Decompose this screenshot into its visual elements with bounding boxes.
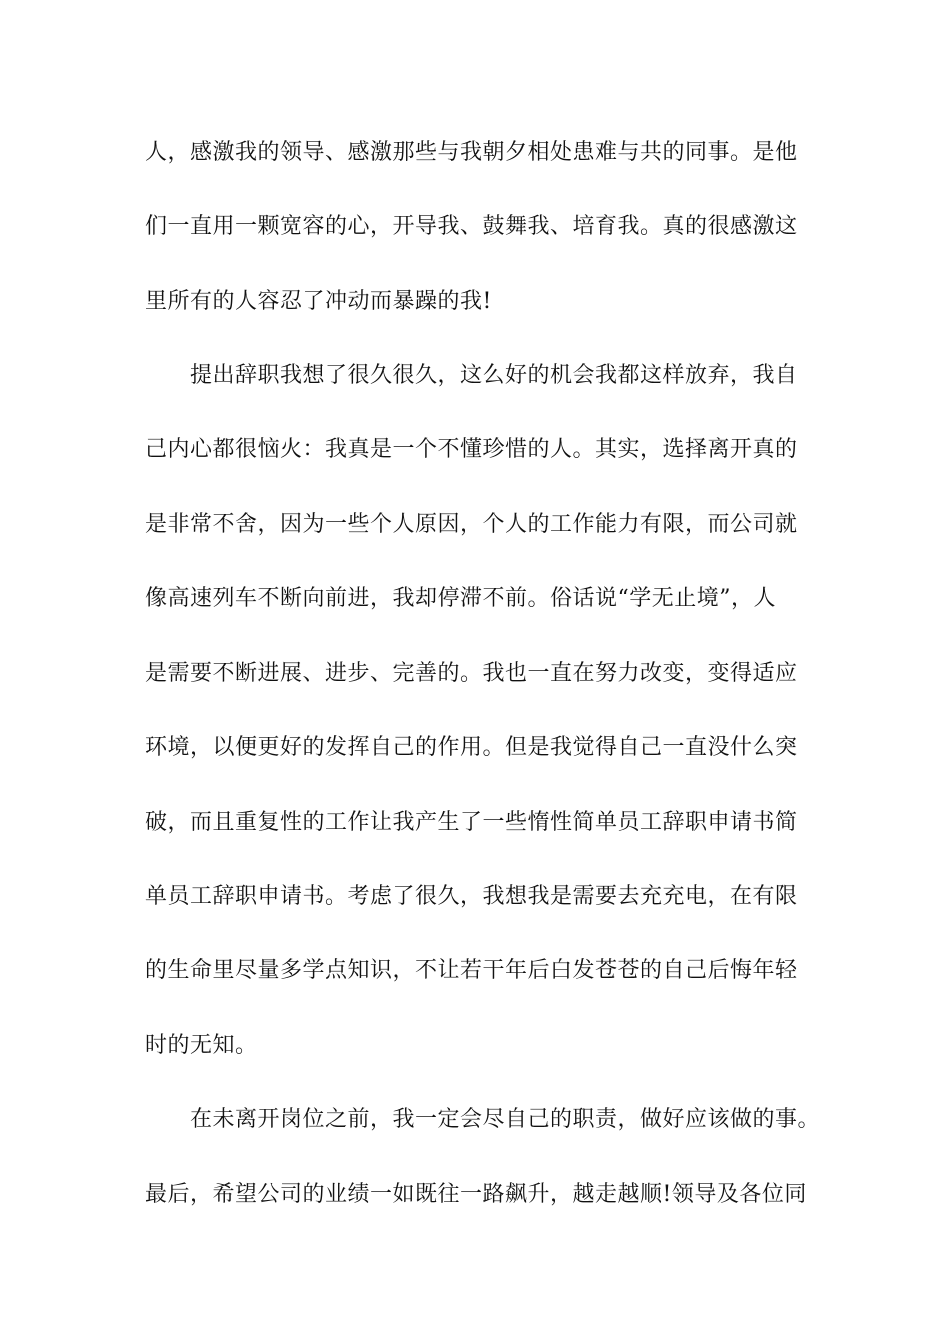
text-line: 是非常不舍，因为一些个人原因，个人的工作能力有限，而公司就 bbox=[145, 512, 798, 537]
text-line: 破，而且重复性的工作让我产生了一些惰性简单员工辞职申请书简 bbox=[145, 810, 798, 835]
text-line: 像高速列车不断向前进，我却停滞不前。俗话说“学无止境”，人 bbox=[145, 586, 776, 611]
text-line: 最后，希望公司的业绩一如既往一路飙升，越走越顺!领导及各位同 bbox=[145, 1182, 807, 1207]
paragraph-first-line: 在未离开岗位之前，我一定会尽自己的职责，做好应该做的事。 bbox=[190, 1107, 821, 1132]
text-line: 己内心都很恼火：我真是一个不懂珍惜的人。其实，选择离开真的 bbox=[145, 437, 798, 462]
text-line: 是需要不断进展、进步、完善的。我也一直在努力改变，变得适应 bbox=[145, 661, 798, 686]
text-line: 的生命里尽量多学点知识，不让若干年后白发苍苍的自己后悔年轻 bbox=[145, 958, 798, 983]
text-line: 单员工辞职申请书。考虑了很久，我想我是需要去充充电，在有限 bbox=[145, 884, 798, 909]
paragraph-first-line: 提出辞职我想了很久很久，这么好的机会我都这样放弃，我自 bbox=[190, 363, 798, 388]
text-line: 们一直用一颗宽容的心，开导我、鼓舞我、培育我。真的很感激这 bbox=[145, 214, 798, 239]
text-line: 环境，以便更好的发挥自己的作用。但是我觉得自己一直没什么突 bbox=[145, 735, 798, 760]
text-line: 里所有的人容忍了冲动而暴躁的我! bbox=[145, 289, 492, 314]
text-line: 人，感激我的领导、感激那些与我朝夕相处患难与共的同事。是他 bbox=[145, 140, 798, 165]
text-line: 时的无知。 bbox=[145, 1033, 258, 1058]
